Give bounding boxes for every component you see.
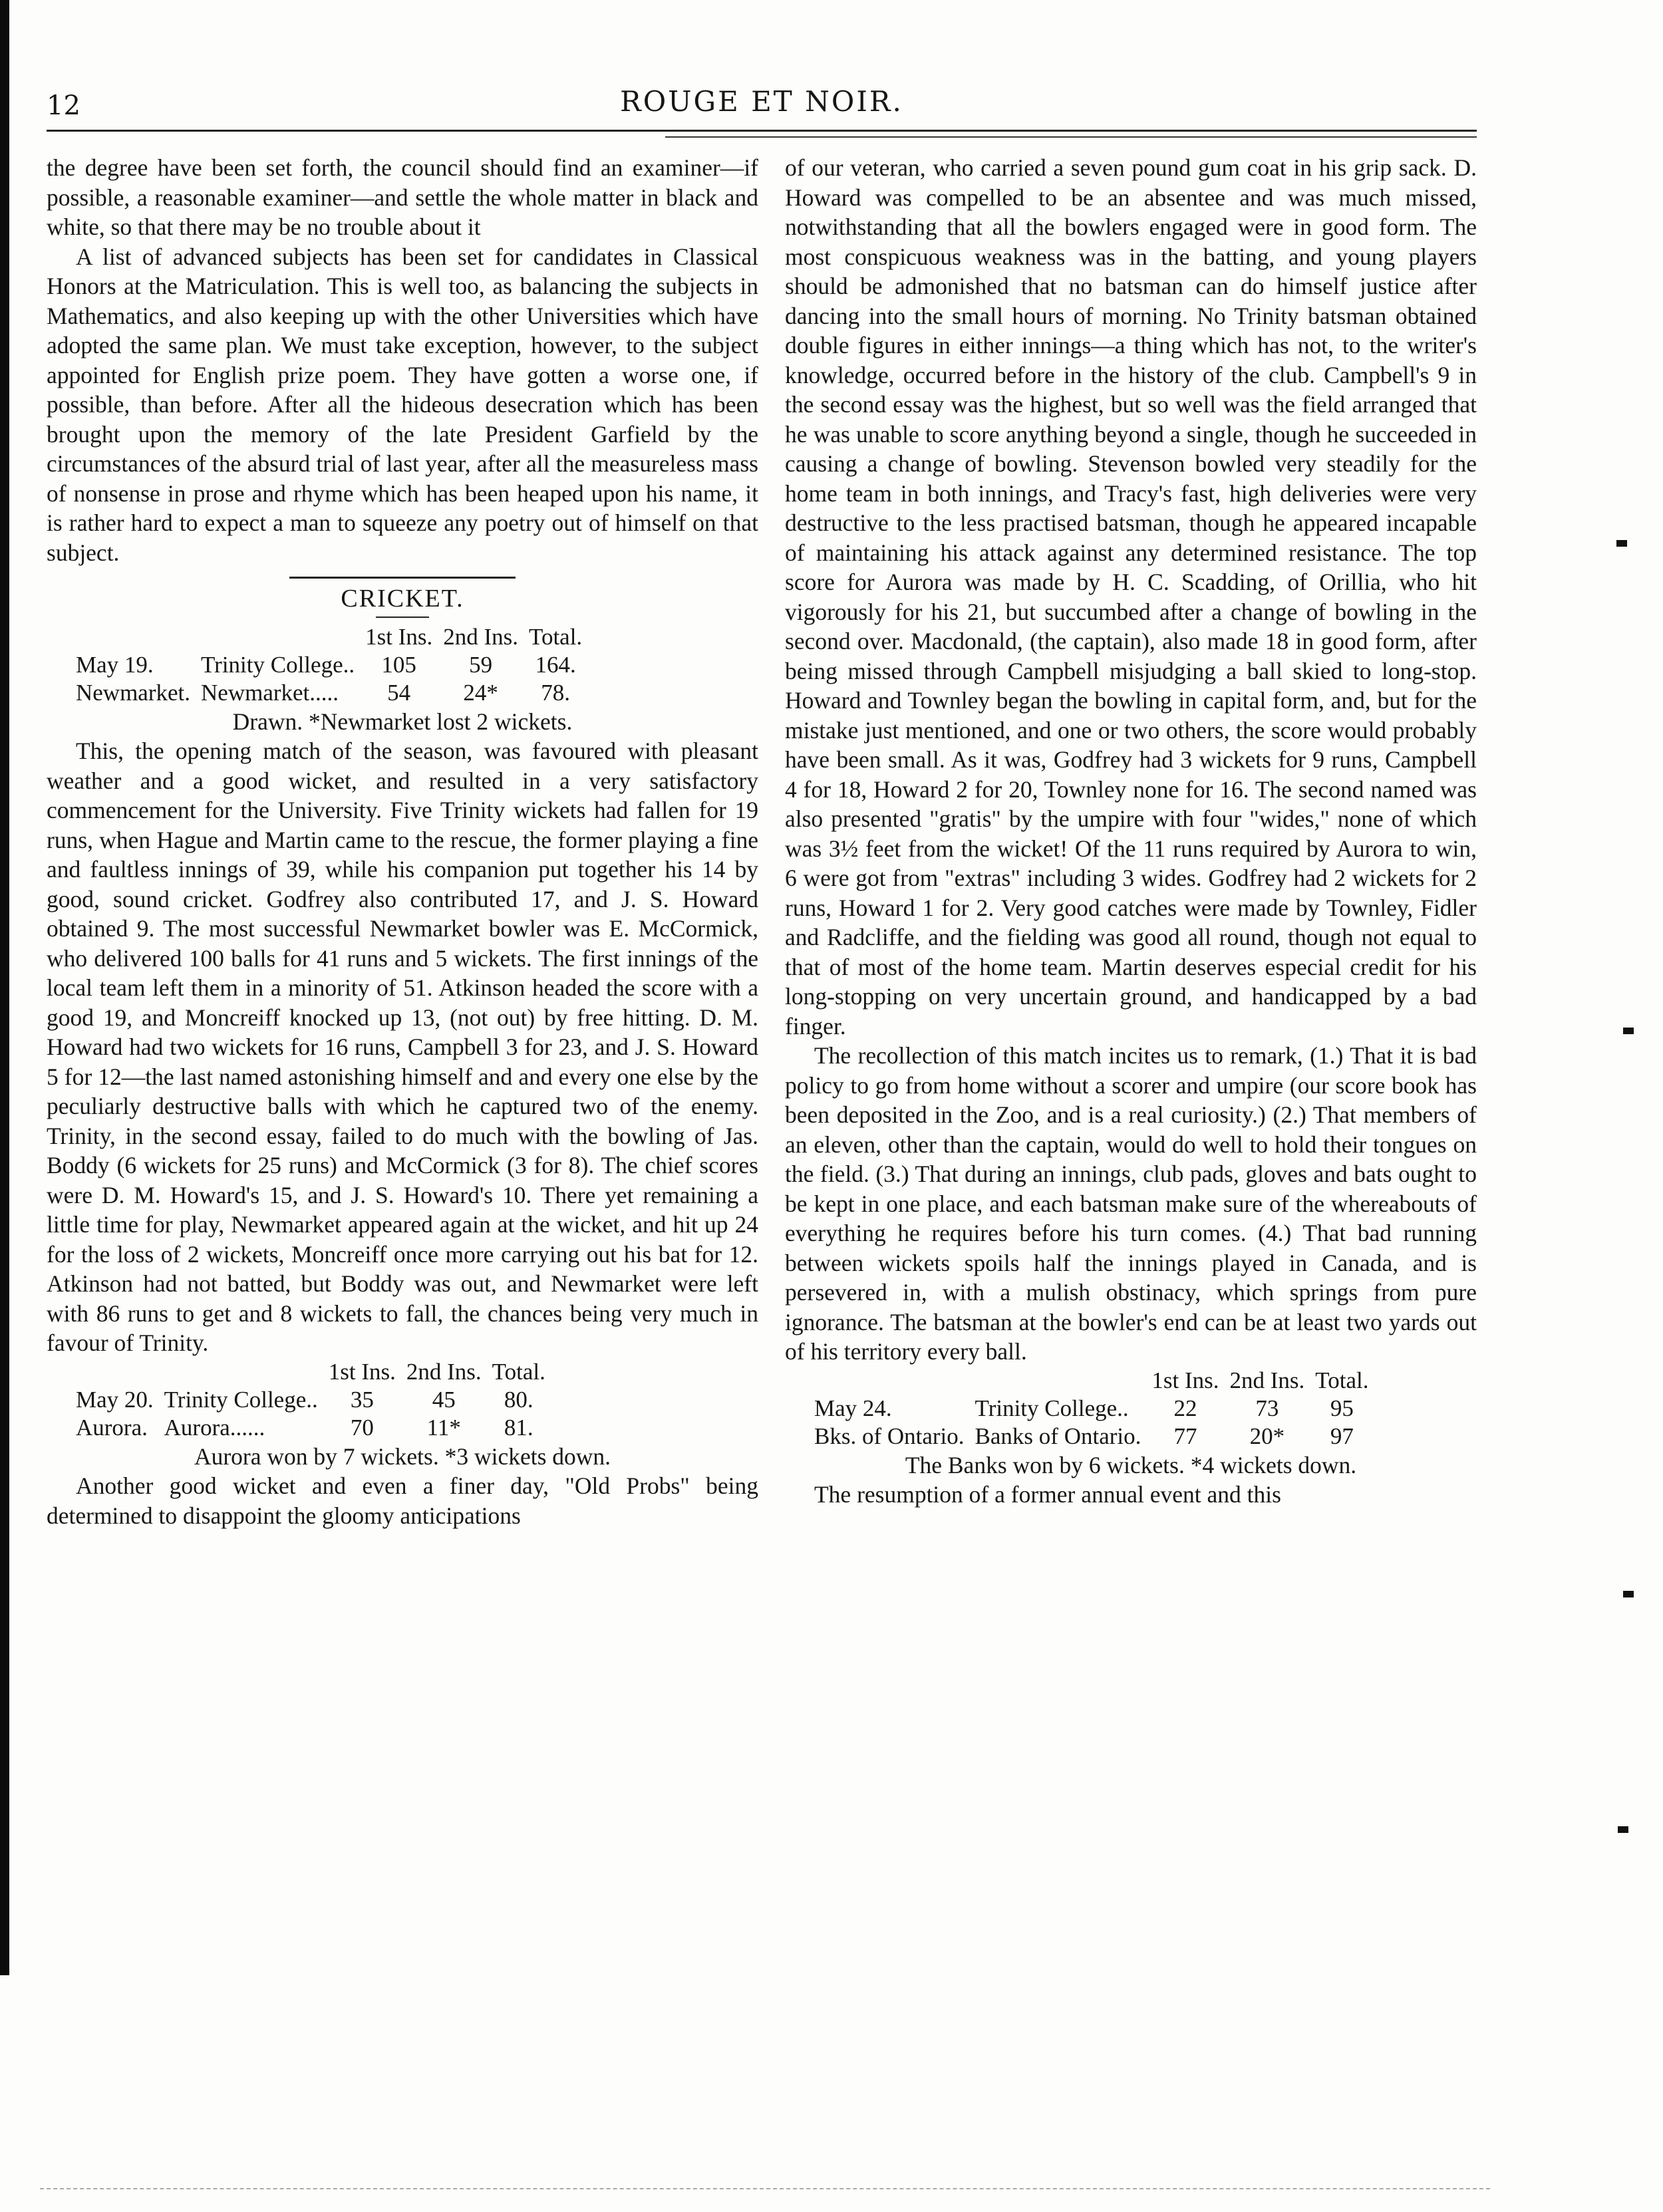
second-innings: 73: [1255, 1395, 1279, 1421]
header-rule: [47, 130, 1477, 132]
match-date: May 24.: [814, 1395, 892, 1421]
column-header: 2nd Ins.: [1229, 1367, 1305, 1393]
total: 97: [1330, 1423, 1354, 1449]
team-name: Trinity College..: [201, 651, 355, 678]
second-innings: 45: [432, 1386, 456, 1413]
margin-mark: [1623, 1591, 1634, 1597]
total: 80.: [504, 1386, 533, 1413]
first-innings: 77: [1173, 1423, 1197, 1449]
section-title: CRICKET.: [341, 585, 464, 613]
total: 78.: [541, 679, 570, 706]
scorecard-row: [71, 1414, 551, 1442]
margin-mark: [1623, 1028, 1634, 1034]
team-name: Trinity College..: [164, 1386, 318, 1413]
margin-mark: [1616, 540, 1627, 547]
total: 81.: [504, 1414, 533, 1441]
second-innings: 59: [469, 651, 493, 678]
paragraph: This, the opening match of the season, was favoured with pleasant weather and a good wicket, and resulted in a very satisfactory commencement for the University. Five Trinity wickets had fallen for 19 runs, when Hague and Martin came to the rescue, the former playing a fine and faultless innings of 39, while his companion put together his 14 by good, sound cricket. Godfrey also contributed 17, and J. S. Howard obtained 9. The most successful Newmarket bowler was E. McCormick, who delivered 100 balls for 41 runs and 5 wickets. The first innings of the local team left them in a minority of 51. Atkinson headed the score with a good 19, and Moncreiff knocked up 13, (not out) by free hitting. D. M. Howard had two wickets for 16 runs, Campbell 3 for 23, and J. S. Howard 5 for 12—the last named astonishing himself and and every one else by the peculiarly destructive balls with which he captured two of the enemy. Trinity, in the second essay, failed to do much with the bowling of Jas. Boddy (6 wickets for 25 runs) and McCormick (3 for 8). The chief scores were D. M. Howard's 15, and J. S. Howard's 10. There yet remaining a little time for play, Newmarket appeared again at the wicket, and hit up 24 for the loss of 2 wickets, Moncreiff once more carrying out his bat for 12. Atkinson had not batted, but Boddy was out, and Newmarket were left with 86 runs to get and 8 wickets to fall, the chances being very much in favour of Trinity.: [47, 738, 758, 1356]
second-innings: 24*: [463, 679, 498, 706]
column-header: 1st Ins.: [328, 1358, 396, 1385]
column-header: Total.: [529, 623, 583, 650]
match-date: Newmarket.: [76, 679, 191, 706]
section-divider: [289, 577, 516, 579]
column-header: 1st Ins.: [1151, 1367, 1219, 1393]
match-result: The Banks won by 6 wickets. *4 wickets down.: [905, 1451, 1357, 1478]
paragraph: A list of advanced subjects has been set for candidates in Classical Honors at the Matriculation. This is well too, as balancing the subjects in Mathematics, and also keeping up with the other Universities which have adopted the same plan. We must take exception, however, to the subject appointed for English prize poem. They have gotten a worse one, if possible, than before. After all the hideous desecration which has been brought upon the memory of the late President Garfield by the circumstances of the absurd trial of last year, after all the measureless mass of nonsense in prose and rhyme which has been heaped upon his name, it is rather hard to expect a man to squeeze any poetry out of himself on that subject.: [47, 243, 758, 566]
team-name: Aurora......: [164, 1414, 265, 1441]
page-bottom-edge: [40, 2188, 1490, 2189]
header-rule-secondary: [665, 136, 1477, 138]
team-name: Trinity College..: [975, 1395, 1129, 1421]
match-result: Aurora won by 7 wickets. *3 wickets down.: [194, 1443, 611, 1470]
title-underline: [376, 617, 429, 618]
paragraph: The recollection of this match incites us to remark, (1.) That it is bad policy to go from home without a scorer and umpire (our score book has been deposited in the Zoo, and is a real curiosity.) (2.) That members of an eleven, other than the captain, would do well to hold their tongues on the field. (3.) That during an innings, club pads, gloves and bats ought to be kept in one place, and each batsman make sure of the whereabouts of everything he requires before his turn comes. (4.) That bad running between wickets spoils half the innings played in Canada, and is persevered in, with a mulish obstinacy, which springs from pure ignorance. The batsman at the bowler's end can be at least two yards out of his territory every ball.: [785, 1042, 1477, 1365]
scorecard-header-row: [71, 623, 587, 651]
second-innings: 11*: [426, 1414, 461, 1441]
match-date: May 19.: [76, 651, 154, 678]
running-title: ROUGE ET NOIR.: [620, 85, 903, 118]
match-date: Bks. of Ontario.: [814, 1423, 965, 1449]
team-name: Banks of Ontario.: [975, 1423, 1141, 1449]
scorecard-header-row: [809, 1367, 1374, 1395]
page-header: [47, 85, 1477, 125]
scorecard-table: [71, 623, 587, 707]
first-innings: 105: [381, 651, 416, 678]
column-header: Total.: [492, 1358, 545, 1385]
scorecard-table: [71, 1358, 551, 1442]
margin-mark: [1618, 1826, 1628, 1833]
team-name: Newmarket.....: [201, 679, 339, 706]
first-innings: 22: [1173, 1395, 1197, 1421]
scorecard-row: [71, 679, 587, 707]
paragraph: Another good wicket and even a finer day, "Old Probs" being determined to disappoint the gloomy anticipations: [47, 1472, 758, 1529]
first-innings: 54: [387, 679, 411, 706]
paragraph: the degree have been set forth, the council should find an examiner—if possible, a reasonable examiner—and settle the whole matter in black and white, so that there may be no trouble about it: [47, 154, 758, 240]
second-innings: 20*: [1249, 1423, 1285, 1449]
left-column: [47, 153, 758, 1530]
scorecard-row: [809, 1423, 1374, 1451]
column-header: 2nd Ins.: [443, 623, 519, 650]
right-column: [785, 153, 1477, 1510]
page-number: 12: [47, 90, 80, 121]
scorecard-row: [809, 1395, 1374, 1423]
column-header: 1st Ins.: [365, 623, 433, 650]
paragraph: of our veteran, who carried a seven pound gum coat in his grip sack. D. Howard was compelled to be an absentee and was much missed, notwithstanding that all the bowlers engaged were in good form. The most conspicuous weakness was in the batting, and young players should be admonished that no batsman can do himself justice after dancing into the small hours of morning. No Trinity batsman obtained double figures in either innings—a thing which has not, to the writer's knowledge, occurred before in the history of the club. Campbell's 9 in the second essay was the highest, but so well was the field arranged that he was unable to score anything beyond a single, though he succeeded in causing a change of bowling. Stevenson bowled very steadily for the home team in both innings, and Tracy's fast, high deliveries were very destructive to the less practised batsman, though he appeared incapable of maintaining his attack against any determined resistance. The top score for Aurora was made by H. C. Scadding, of Orillia, who hit vigorously for his 21, but succumbed after a change of bowling in the second over. Macdonald, (the captain), also made 18 in good form, after being missed through Campbell misjudging a ball skied to long-stop. Howard and Townley began the bowling in capital form, and, but for the mistake just mentioned, and one or two others, the score would probably have been small. As it was, Godfrey had 3 wickets for 9 runs, Campbell 4 for 18, Howard 2 for 20, Townley none for 16. The second named was also presented "gratis" by the umpire with four "wides," none of which was 3½ feet from the wicket! Of the 11 runs required by Aurora to win, 6 were got from "extras" including 3 wides. Godfrey had 2 wickets for 2 runs, Howard 1 for 2. Very good catches were made by Townley, Fidler and Radcliffe, and the fielding was good all round, though not equal to that of most of the home team. Martin deserves especial credit for his long-stopping on very uncertain ground, and handicapped by a bad finger.: [785, 154, 1477, 1039]
scorecard-row: [71, 1386, 551, 1414]
paragraph: The resumption of a former annual event and this: [814, 1481, 1281, 1508]
scorecard-row: [71, 651, 587, 679]
first-innings: 35: [350, 1386, 374, 1413]
match-date: May 20.: [76, 1386, 154, 1413]
column-header: Total.: [1315, 1367, 1369, 1393]
binding-edge: [0, 0, 9, 1975]
total: 95: [1330, 1395, 1354, 1421]
column-header: 2nd Ins.: [406, 1358, 482, 1385]
first-innings: 70: [350, 1414, 374, 1441]
scorecard-header-row: [71, 1358, 551, 1386]
match-result: Drawn. *Newmarket lost 2 wickets.: [232, 708, 573, 735]
scorecard-table: [809, 1367, 1374, 1451]
total: 164.: [535, 651, 576, 678]
match-date: Aurora.: [76, 1414, 148, 1441]
